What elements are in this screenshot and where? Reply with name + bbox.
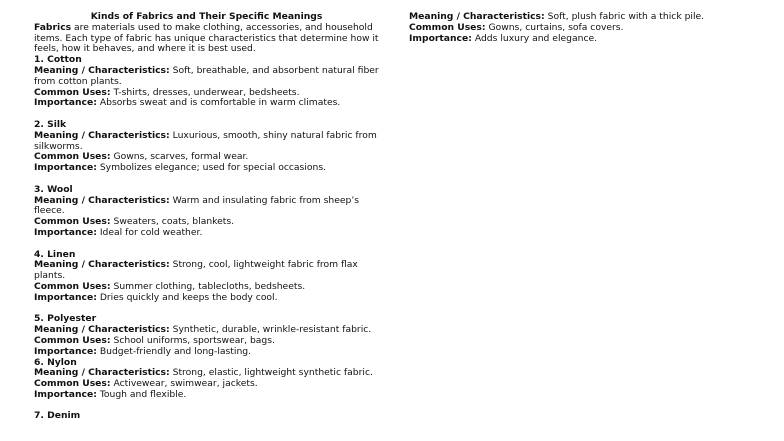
importance-text: Adds luxury and elegance. [474,32,598,44]
uses-label: Common Uses: [34,334,111,346]
importance-text: Budget-friendly and long-lasting. [99,345,252,357]
uses-label: Common Uses: [34,86,111,98]
importance-label: Importance: [34,345,97,357]
importance-line [34,347,379,358]
fabric-entry-continued [409,12,769,44]
meaning-text: Luxurious, smooth, shiny natural fabric from silkworms. [34,129,377,152]
uses-label: Common Uses: [34,151,111,163]
meaning-text: Warm and insulating fabric from sheep’s fleece. [34,194,360,217]
fabric-entry-cotton [34,55,379,109]
meaning-label: Meaning / Characteristics: [34,194,170,206]
document-title: Kinds of Fabrics and Their Specific Meanings [90,11,323,22]
meaning-line [34,131,379,153]
uses-text: Sweaters, coats, blankets. [113,216,235,228]
importance-text: Tough and flexible. [99,388,187,400]
importance-label: Importance: [34,97,97,109]
meaning-text: Soft, breathable, and absorbent natural fiber from cotton plants. [34,64,379,87]
fabric-entry-polyester [34,314,379,357]
fabric-heading: 1. Cotton [34,54,82,66]
meaning-label: Meaning / Characteristics: [34,64,170,76]
importance-line [409,34,769,45]
uses-label: Common Uses: [34,216,111,228]
fabric-entry-silk [34,120,379,174]
fabric-heading: 2. Silk [34,118,67,130]
importance-line [34,163,379,174]
importance-label: Importance: [34,226,97,238]
uses-text: Gowns, scarves, formal wear. [113,151,249,163]
uses-text: Gowns, curtains, sofa covers. [488,21,624,33]
uses-text: School uniforms, sportswear, bags. [113,334,275,346]
importance-label: Importance: [34,291,97,303]
uses-text: Activewear, swimwear, jackets. [113,378,258,390]
fabric-heading: 4. Linen [34,248,76,260]
meaning-text: Soft, plush fabric with a thick pile. [547,11,705,22]
intro-term: Fabrics [34,21,72,33]
meaning-label: Meaning / Characteristics: [34,259,170,271]
meaning-line [34,196,379,218]
meaning-line [34,66,379,88]
uses-text: T-shirts, dresses, underwear, bedsheets. [113,86,300,98]
importance-text: Absorbs sweat and is comfortable in warm climates. [99,97,341,109]
importance-text: Dries quickly and keeps the body cool. [99,291,278,303]
fabric-heading: 3. Wool [34,183,73,195]
fabric-heading: 7. Denim [34,410,81,422]
intro-paragraph [34,23,379,55]
importance-text: Ideal for cold weather. [99,226,203,238]
importance-label: Importance: [409,32,472,44]
importance-label: Importance: [34,162,97,174]
fabric-entry-nylon [34,358,379,401]
uses-label: Common Uses: [34,280,111,292]
meaning-line [34,260,379,282]
uses-label: Common Uses: [34,378,111,390]
importance-label: Importance: [34,388,97,400]
fabric-heading: 5. Polyester [34,313,97,325]
importance-text: Symbolizes elegance; used for special occasions. [99,162,327,174]
meaning-text: Synthetic, durable, wrinkle-resistant fabric. [172,324,372,336]
left-column [34,12,379,422]
fabric-entry-wool [34,185,379,239]
meaning-label: Meaning / Characteristics: [34,129,170,141]
meaning-text: Strong, elastic, lightweight synthetic fabric. [172,367,373,379]
meaning-text: Strong, cool, lightweight fabric from flax plants. [34,259,358,282]
fabric-entry-denim [34,411,379,422]
fabric-entry-linen [34,250,379,304]
intro-text: are materials used to make clothing, accessories, and household items. Each type of fabric has unique characteristics that determine how it feels, how it behaves, and where it is best used. [34,21,379,55]
importance-line [34,390,379,401]
meaning-label: Meaning / Characteristics: [34,324,170,336]
right-column [409,12,769,44]
meaning-label: Meaning / Characteristics: [34,367,170,379]
uses-text: Summer clothing, tablecloths, bedsheets. [113,280,306,292]
fabric-heading: 6. Nylon [34,356,77,368]
importance-line [34,98,379,109]
uses-label: Common Uses: [409,21,486,33]
meaning-label: Meaning / Characteristics: [409,11,545,22]
importance-line [34,228,379,239]
importance-line [34,293,379,304]
